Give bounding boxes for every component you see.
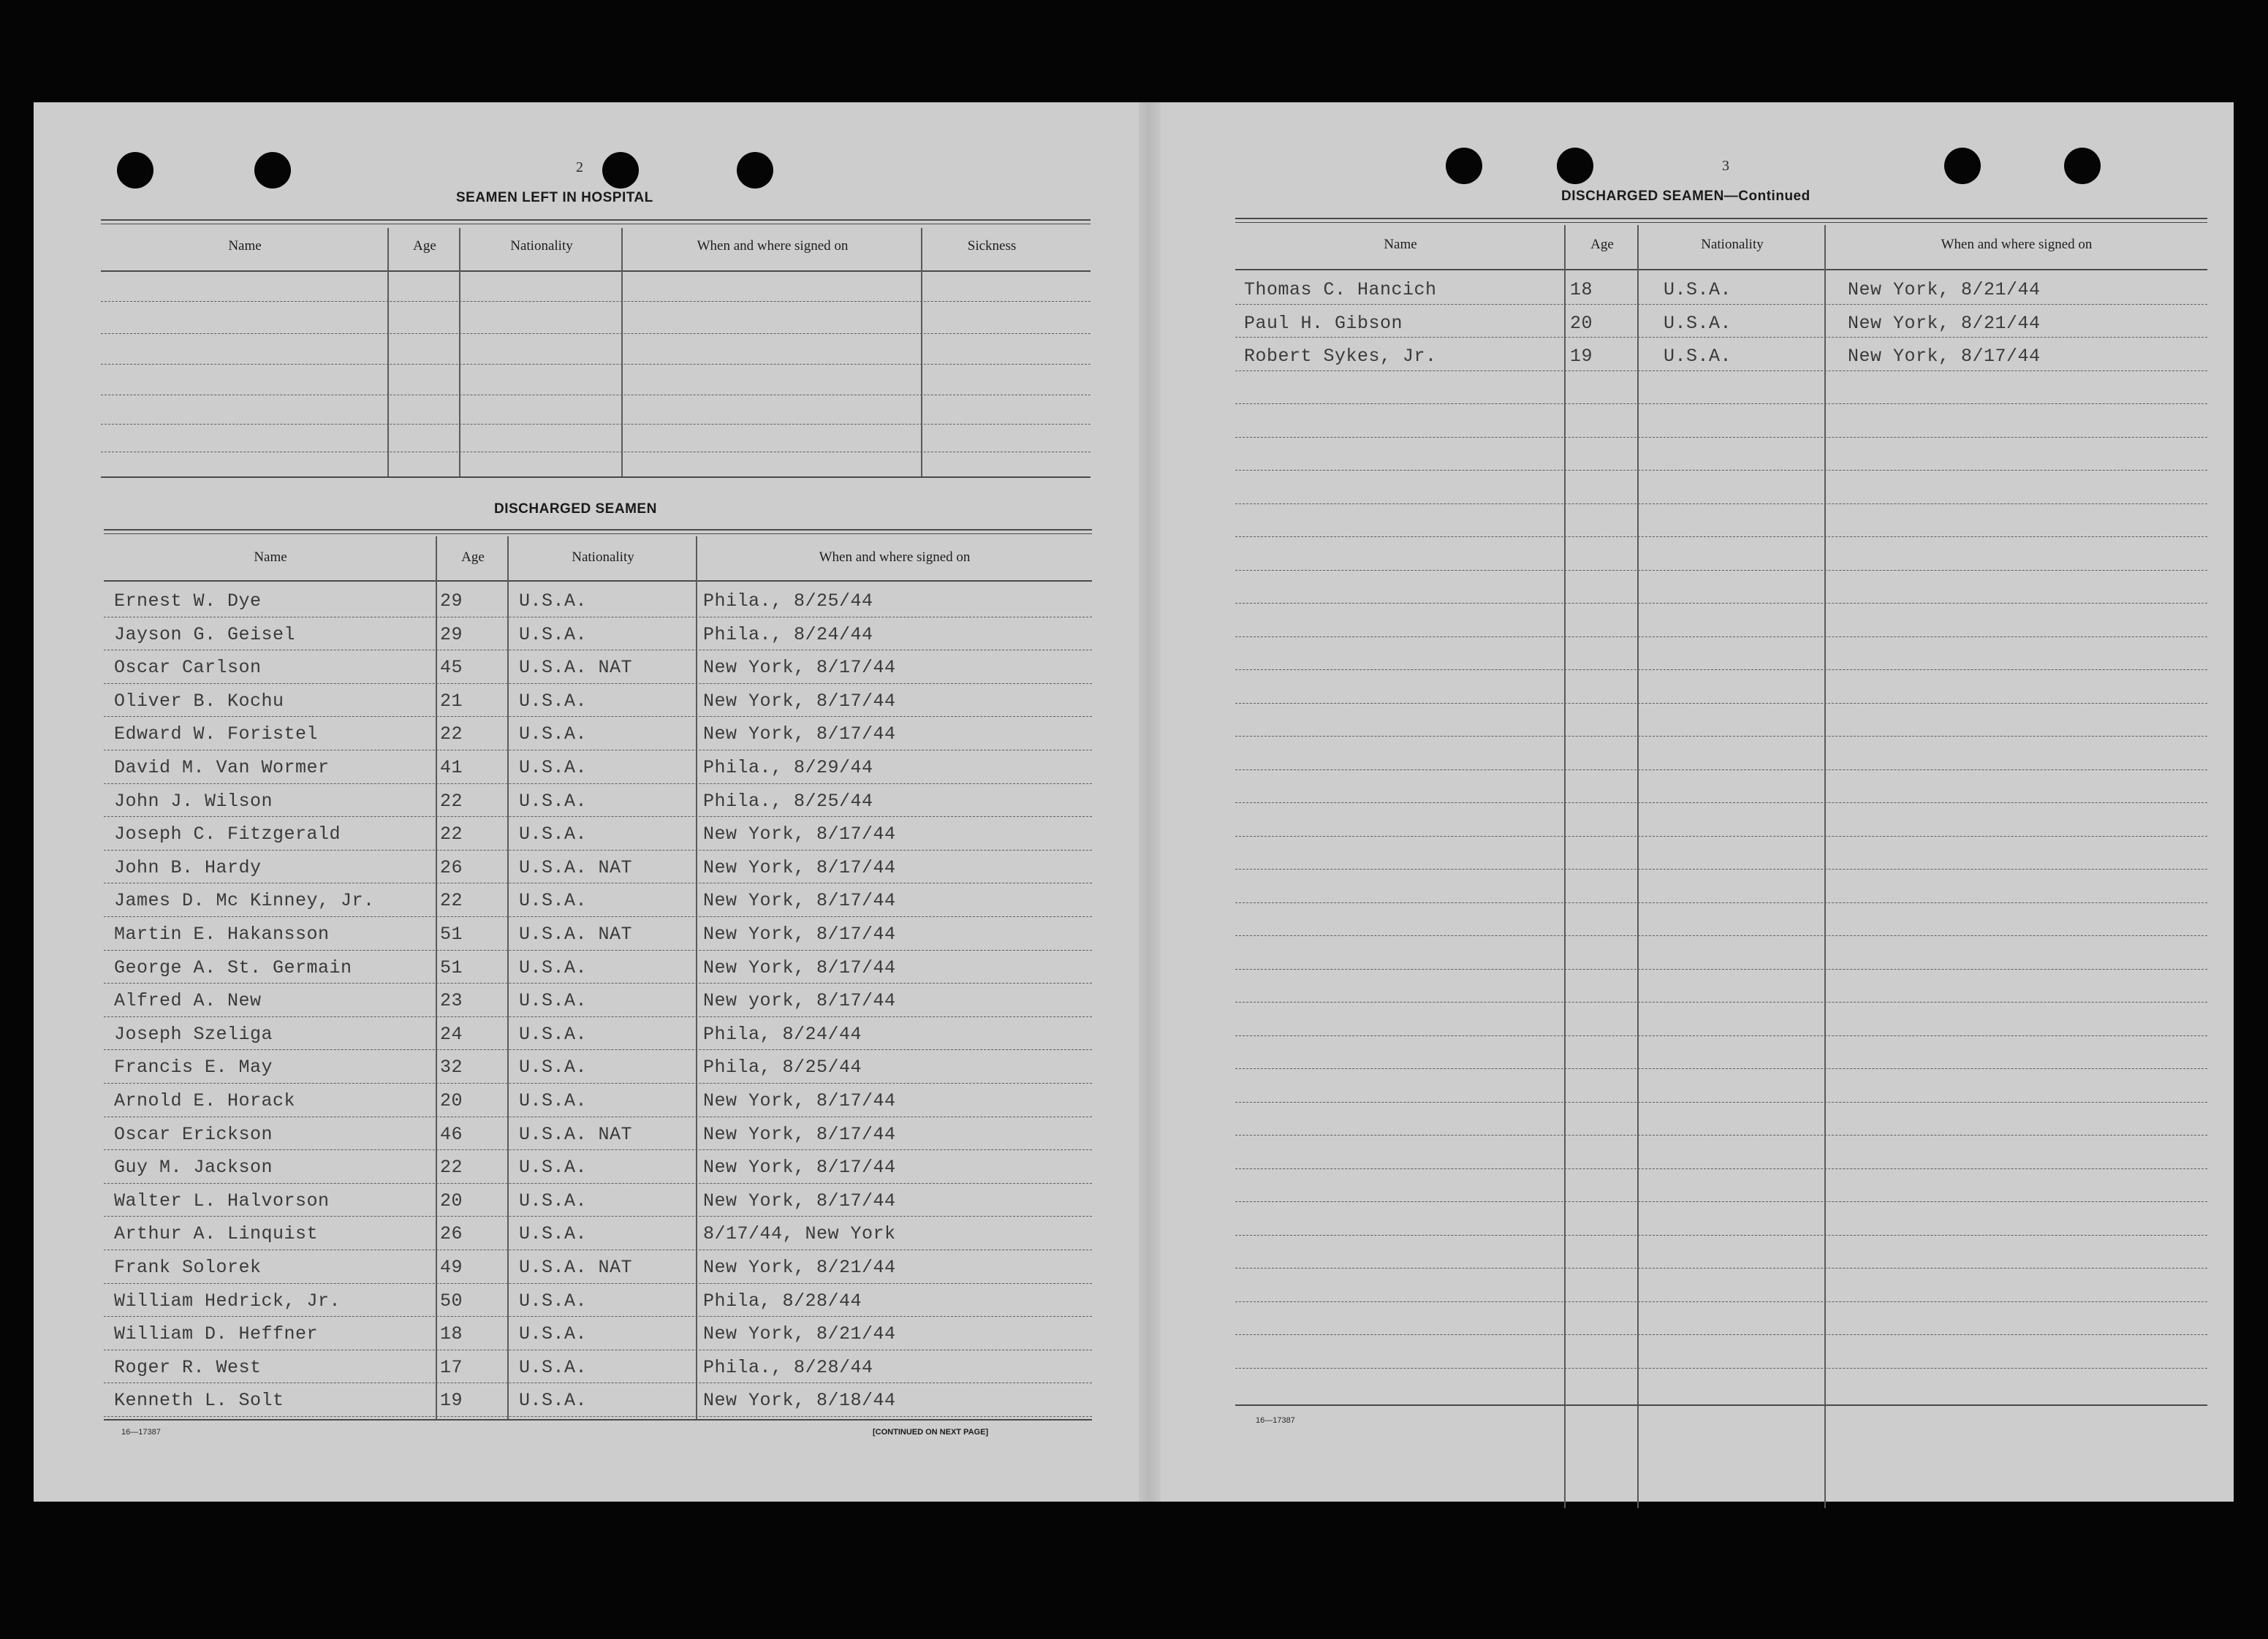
row-line [1235,935,2207,937]
seaman-nationality: U.S.A. [519,1323,588,1345]
seaman-signed-on: New York, 8/17/44 [703,824,896,845]
seaman-age: 20 [440,1090,463,1111]
discharged-section-title: DISCHARGED SEAMEN [494,501,657,517]
row-line [1235,536,2207,538]
section-title: DISCHARGED SEAMEN—Continued [1561,189,1810,204]
seaman-age: 23 [440,990,463,1012]
seaman-name: Martin E. Hakansson [114,924,330,945]
punch-hole [2064,148,2101,184]
row-line [104,1250,1092,1251]
row-line [1235,969,2207,970]
seaman-age: 18 [1570,279,1593,300]
seaman-signed-on: New York, 8/17/44 [703,890,896,912]
row-line [104,783,1092,785]
column-divider [436,536,437,1421]
seaman-nationality: U.S.A. [1664,346,1732,367]
row-line [1235,470,2207,471]
seaman-name: Walter L. Halvorson [114,1190,330,1212]
seaman-nationality: U.S.A. [519,1290,588,1312]
seaman-nationality: U.S.A. [519,1356,588,1378]
seaman-name: Jayson G. Geisel [114,623,296,645]
column-header-name: Name [1384,237,1417,252]
seaman-name: George A. St. Germain [114,957,352,978]
seaman-nationality: U.S.A. [1664,312,1732,334]
seaman-name: Roger R. West [114,1356,262,1378]
column-divider [696,536,697,1421]
seaman-nationality: U.S.A. [519,957,588,978]
left-page [34,102,1139,1502]
row-line [1235,736,2207,737]
row-line [104,1416,1092,1418]
table-bottom-rule [1235,1404,2207,1406]
seaman-age: 19 [1570,346,1593,367]
seaman-nationality: U.S.A. [519,990,588,1012]
row-line [104,950,1092,951]
seaman-nationality: U.S.A. NAT [519,657,633,679]
seaman-age: 17 [440,1356,463,1378]
seaman-signed-on: Phila., 8/25/44 [703,790,873,812]
seaman-signed-on: 8/17/44, New York [703,1223,896,1245]
punch-hole [737,152,773,189]
seaman-name: Oscar Carlson [114,657,262,679]
row-line [104,1283,1092,1285]
seaman-nationality: U.S.A. NAT [519,1123,633,1145]
row-line [1235,337,2207,338]
row-line [1235,304,2207,305]
row-line [1235,1102,2207,1103]
row-line [104,1049,1092,1051]
row-line [104,650,1092,651]
seaman-name: John B. Hardy [114,856,262,878]
header-bottom-rule [104,580,1092,582]
table-top-rule [104,533,1092,534]
row-line [104,916,1092,918]
row-line [1235,1368,2207,1369]
row-line [1235,869,2207,870]
column-divider [1637,225,1639,1508]
seaman-signed-on: New York, 8/17/44 [703,1123,896,1145]
seaman-age: 24 [440,1023,463,1045]
seaman-name: Thomas C. Hancich [1244,279,1437,300]
row-line [101,395,1091,396]
row-line [104,850,1092,851]
column-header-signed-on: When and where signed on [819,549,971,565]
seaman-signed-on: New York, 8/21/44 [703,1323,896,1345]
row-line [104,1316,1092,1317]
form-number: 16—17387 [1256,1416,1295,1425]
seaman-name: Arthur A. Linquist [114,1223,319,1245]
row-line [101,424,1091,425]
row-line [1235,1168,2207,1170]
table-top-rule [101,219,1091,221]
seaman-nationality: U.S.A. [519,790,588,812]
punch-hole [117,152,153,189]
seaman-name: Guy M. Jackson [114,1157,273,1179]
seaman-signed-on: New York, 8/17/44 [1848,346,2041,367]
seaman-signed-on: Phila., 8/29/44 [703,757,873,778]
seaman-age: 26 [440,1223,463,1245]
column-header-signed-on: When and where signed on [1941,237,2093,252]
seaman-nationality: U.S.A. [519,1390,588,1412]
seaman-nationality: U.S.A. [519,1057,588,1079]
seaman-signed-on: New York, 8/17/44 [703,924,896,945]
column-divider [459,228,460,476]
row-line [1235,902,2207,904]
row-line [104,1350,1092,1351]
punch-hole [254,152,291,189]
seaman-signed-on: Phila, 8/28/44 [703,1290,862,1312]
seaman-name: Oscar Erickson [114,1123,273,1145]
column-header-nationality: Nationality [510,238,573,254]
row-line [104,883,1092,884]
row-line [104,816,1092,818]
row-line [1235,669,2207,671]
punch-hole [1944,148,1981,184]
row-line [104,1117,1092,1118]
seaman-name: Edward W. Foristel [114,723,319,745]
seaman-nationality: U.S.A. [519,1090,588,1111]
seaman-signed-on: Phila, 8/24/44 [703,1023,862,1045]
seaman-nationality: U.S.A. [519,723,588,745]
seaman-nationality: U.S.A. NAT [519,856,633,878]
seaman-signed-on: New York, 8/17/44 [703,1190,896,1212]
seaman-age: 51 [440,957,463,978]
seaman-name: Kenneth L. Solt [114,1390,284,1412]
seaman-signed-on: New York, 8/17/44 [703,657,896,679]
row-line [1235,370,2207,372]
page-number: 3 [1722,158,1729,174]
seaman-nationality: U.S.A. [519,1190,588,1212]
column-divider [387,228,389,476]
seaman-age: 26 [440,856,463,878]
row-line [104,716,1092,718]
seaman-nationality: U.S.A. [519,690,588,712]
table-bottom-rule [101,476,1091,478]
row-line [1235,836,2207,837]
seaman-age: 18 [440,1323,463,1345]
seaman-age: 29 [440,623,463,645]
row-line [1235,603,2207,604]
column-divider [1564,225,1566,1508]
seaman-signed-on: New york, 8/17/44 [703,990,896,1012]
seaman-nationality: U.S.A. [1664,279,1732,300]
column-header-name: Name [254,549,287,565]
column-header-age: Age [1590,237,1614,252]
seaman-signed-on: Phila., 8/25/44 [703,590,873,612]
seaman-signed-on: New York, 8/21/44 [703,1257,896,1278]
row-line [101,301,1091,303]
document-sheet [34,102,2234,1502]
right-page [1161,102,2234,1502]
row-line [104,1183,1092,1184]
seaman-nationality: U.S.A. [519,890,588,912]
table-bottom-rule [104,1419,1092,1421]
seaman-nationality: U.S.A. NAT [519,924,633,945]
hospital-section-title: SEAMEN LEFT IN HOSPITAL [456,190,653,205]
seaman-name: Paul H. Gibson [1244,312,1403,334]
column-divider [621,228,623,476]
seaman-name: Frank Solorek [114,1257,262,1278]
seaman-age: 20 [1570,312,1593,334]
header-bottom-rule [101,270,1091,272]
column-header-nationality: Nationality [1701,237,1764,252]
row-line [1235,769,2207,771]
seaman-signed-on: New York, 8/21/44 [1848,312,2041,334]
seaman-nationality: U.S.A. [519,757,588,778]
row-line [1235,1268,2207,1269]
seaman-age: 22 [440,723,463,745]
seaman-name: Joseph C. Fitzgerald [114,824,341,845]
row-line [101,452,1091,453]
column-divider [1824,225,1826,1508]
row-line [104,683,1092,685]
seaman-age: 22 [440,824,463,845]
punch-hole [1557,148,1593,184]
seaman-nationality: U.S.A. NAT [519,1257,633,1278]
row-line [1235,703,2207,704]
page-fold [1139,102,1161,1502]
seaman-signed-on: New York, 8/17/44 [703,723,896,745]
seaman-name: Ernest W. Dye [114,590,262,612]
row-line [101,333,1091,335]
seaman-age: 29 [440,590,463,612]
row-line [1235,636,2207,638]
seaman-signed-on: Phila., 8/28/44 [703,1356,873,1378]
row-line [104,1216,1092,1217]
seaman-age: 51 [440,924,463,945]
column-header-nationality: Nationality [572,549,634,565]
seaman-name: William Hedrick, Jr. [114,1290,341,1312]
punch-hole [1446,148,1482,184]
row-line [104,1083,1092,1084]
column-divider [921,228,922,476]
seaman-name: John J. Wilson [114,790,273,812]
seaman-nationality: U.S.A. [519,623,588,645]
row-line [1235,403,2207,405]
header-bottom-rule [1235,269,2207,270]
column-header-age: Age [413,238,436,254]
seaman-age: 20 [440,1190,463,1212]
seaman-name: William D. Heffner [114,1323,319,1345]
column-header-name: Name [228,238,262,254]
row-line [1235,1068,2207,1070]
seaman-signed-on: New York, 8/17/44 [703,1090,896,1111]
row-line [104,983,1092,984]
row-line [1235,570,2207,571]
row-line [1235,1135,2207,1136]
row-line [1235,1301,2207,1303]
seaman-nationality: U.S.A. [519,824,588,845]
row-line [104,1149,1092,1151]
seaman-age: 21 [440,690,463,712]
seaman-age: 49 [440,1257,463,1278]
row-line [101,364,1091,365]
table-top-rule [104,529,1092,531]
seaman-nationality: U.S.A. [519,1223,588,1245]
row-line [104,1383,1092,1384]
column-header-signed-on: When and where signed on [697,238,849,254]
row-line [104,617,1092,618]
seaman-age: 22 [440,890,463,912]
seaman-age: 41 [440,757,463,778]
seaman-name: Alfred A. New [114,990,262,1012]
seaman-signed-on: New York, 8/21/44 [1848,279,2041,300]
row-line [104,750,1092,751]
row-line [104,1016,1092,1018]
seaman-signed-on: Phila., 8/24/44 [703,623,873,645]
row-line [1235,1235,2207,1236]
table-top-rule [1235,218,2207,219]
continued-note: [CONTINUED ON NEXT PAGE] [873,1428,989,1437]
form-number: 16—17387 [121,1428,161,1437]
table-top-rule [1235,222,2207,223]
seaman-signed-on: New York, 8/17/44 [703,957,896,978]
seaman-name: Francis E. May [114,1057,273,1079]
seaman-name: David M. Van Wormer [114,757,330,778]
row-line [1235,1002,2207,1003]
seaman-signed-on: New York, 8/17/44 [703,1157,896,1179]
seaman-nationality: U.S.A. [519,1023,588,1045]
seaman-signed-on: Phila, 8/25/44 [703,1057,862,1079]
row-line [1235,1334,2207,1336]
seaman-age: 50 [440,1290,463,1312]
seaman-age: 45 [440,657,463,679]
seaman-name: James D. Mc Kinney, Jr. [114,890,375,912]
row-line [1235,1201,2207,1203]
seaman-signed-on: New York, 8/18/44 [703,1390,896,1412]
seaman-signed-on: New York, 8/17/44 [703,856,896,878]
seaman-name: Arnold E. Horack [114,1090,296,1111]
column-divider [507,536,509,1421]
column-header-age: Age [461,549,485,565]
row-line [1235,503,2207,505]
column-header-sickness: Sickness [967,238,1017,254]
seaman-name: Joseph Szeliga [114,1023,273,1045]
punch-hole [602,152,639,189]
seaman-age: 46 [440,1123,463,1145]
seaman-name: Oliver B. Kochu [114,690,284,712]
seaman-age: 32 [440,1057,463,1079]
page-number: 2 [576,159,583,175]
seaman-age: 22 [440,1157,463,1179]
seaman-age: 19 [440,1390,463,1412]
seaman-nationality: U.S.A. [519,1157,588,1179]
row-line [1235,437,2207,438]
seaman-signed-on: New York, 8/17/44 [703,690,896,712]
seaman-nationality: U.S.A. [519,590,588,612]
row-line [1235,1035,2207,1037]
seaman-age: 22 [440,790,463,812]
seaman-name: Robert Sykes, Jr. [1244,346,1437,367]
row-line [1235,802,2207,804]
